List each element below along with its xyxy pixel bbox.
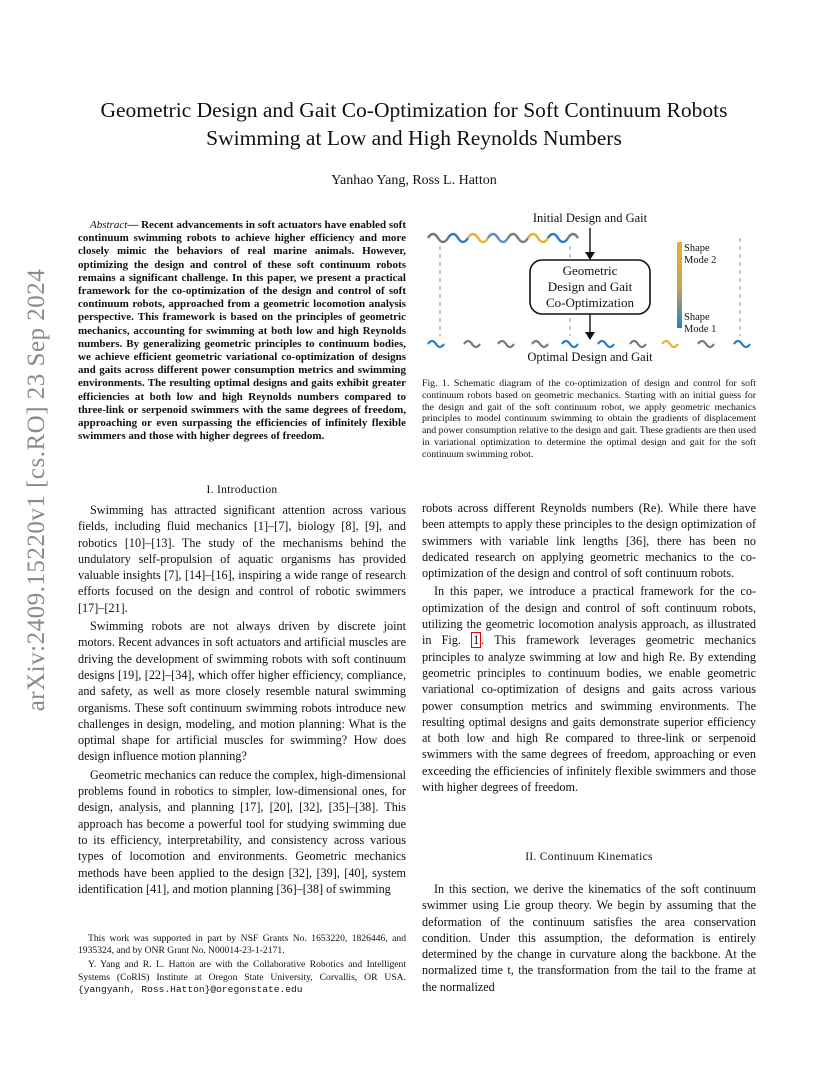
optimal-wave-1	[428, 341, 444, 347]
right-paragraph-2-start: In this paper, we introduce a practical framework for the co-optimization of the design and control of soft continuum robots, utilizing the geometric locomotion analysis approach, as illustrated in Fig.	[422, 584, 756, 648]
legend-mode2-line2: Mode 2	[684, 255, 717, 266]
paper-title	[70, 96, 758, 152]
initial-wave-segment-4	[488, 234, 508, 242]
figure-bottom-label: Optimal Design and Gait	[527, 350, 653, 364]
initial-wave-segment-5	[508, 234, 528, 242]
arxiv-stamp-text: arXiv:2409.15220v1 [cs.RO] 23 Sep 2024	[23, 268, 50, 712]
legend-mode1-line1: Shape	[684, 312, 710, 323]
initial-wave-segment-2	[448, 234, 468, 242]
section-1-paragraph-2: Swimming robots are not always driven by discrete joint motors. Recent advances in soft actuators and artificial muscles are driving the development of swimming robots with soft continuum designs [19], [22]–[34], which offer higher efficiency, compliance, and safety, as well as more closely resemble natural swimming organisms. These soft continuum swimming robots introduce new challenges in design, modeling, and motion planning: What is the optimal shape for artificial muscles for swimming? How does design influence motion planning?	[78, 619, 406, 764]
paper-authors: Yanhao Yang, Ross L. Hatton	[331, 173, 497, 188]
optimal-wave-4	[532, 341, 548, 347]
initial-wave-segment-3	[468, 234, 488, 242]
right-column-body	[422, 500, 756, 797]
right-paragraph-2	[422, 583, 756, 795]
optimal-wave-7	[630, 341, 646, 347]
figure-top-label: Initial Design and Gait	[532, 211, 648, 225]
section-1-paragraph-3: Geometric mechanics can reduce the complex, high-dimensional problems found in robotics to simpler, low-dimensional ones, for design, analysis, and planning [17], [20], [32], [35]–[38]. This approach has become a powerful tool for studying swimming due to its efficiency, interpretability, and consistency across various types of locomotion and environments. Geometric mechanics methods have been applied to the design [32], [39], [40], system identification [41], and motion planning [36]–[38] of swimming	[78, 767, 406, 896]
footnote-affiliation	[78, 959, 406, 996]
footnote-affiliation-text: Y. Yang and R. L. Hatton are with the Collaborative Robotics and Intelligent Systems (CoRIS) Institute at Oregon State University, Corvallis, OR USA.	[78, 959, 406, 983]
initial-wave-segment-1	[428, 234, 448, 242]
figure-1-diagram	[422, 208, 760, 368]
title-line-1: Geometric Design and Gait Co-Optimization for Soft Continuum Robots	[100, 98, 728, 122]
initial-wave-segment-6	[528, 234, 548, 242]
abstract-label: Abstract	[90, 219, 128, 231]
arrowhead-top	[585, 252, 595, 260]
legend-mode2-line1: Shape	[684, 243, 710, 254]
section-2-heading: II. Continuum Kinematics	[525, 851, 653, 863]
optimal-wave-8	[662, 341, 678, 347]
section-1-paragraph-1: Swimming has attracted significant attention across various fields, including fluid mechanics [1]–[7], biology [8], [9], and robotics [10]–[13]. The study of the mechanisms behind the undulatory self-propulsion of aquatic organisms has provided valuable insights [7], [14]–[16], inspiring a wide range of research efforts focused on the design and control of robotic swimmers [17]–[21].	[78, 503, 406, 615]
right-paragraph-1: robots across different Reynolds numbers (Re). While there have been attempts to apply these principles to the design optimization of swimmers with variable link lengths [36], there has been no dedicated research on applying geometric mechanics to the co-optimization of the design and control of soft continuum robots.	[422, 501, 756, 581]
footnote-email: {yangyanh, Ross.Hatton}@oregonstate.edu	[78, 983, 303, 995]
footnote-funding: This work was supported in part by NSF Grants No. 1653220, 1826446, and 1935324, and by ONR Grant No. N00014-23-1-2171.	[78, 933, 406, 957]
section-2-paragraph-1: In this section, we derive the kinematics of the soft continuum swimmer using Lie group theory. We begin by assuming that the deformation of the continuum satisfies the area conservation condition. Under this assumption, the deformation is entirely determined by the change in curvature along the backbone. At the normalized time t, the transformation from the tail to the frame at the normalized	[422, 882, 756, 994]
figure-1-caption: Fig. 1. Schematic diagram of the co-optimization of design and control for soft continuum robots based on geometric mechanics. Starting with an initial guess for the design and gait of the soft continuum robot, we apply geometric mechanics principles to model continuum swimming to obtain the gradients of displacement and power consumption relative to the design and gait. These gradients are then used in variational optimization to determine the optimal design and gait for the soft continuum swimming robot.	[422, 378, 756, 460]
figure-1-link[interactable]: 1	[473, 633, 480, 648]
initial-wave-segment-8	[568, 234, 578, 238]
optimal-wave-3	[498, 341, 514, 347]
right-paragraph-2-end: . This framework leverages geometric mechanics principles to analyze swimming at low and high Re. By extending geometric principles to continuum bodies, we enable geometric variational co-optimization of designs and gaits across various power consumption metrics and swimming environments. The resulting optimal designs and gaits demonstrate superior efficiency at both low and high Re compared to three-link or serpenoid swimmers with the same degrees of freedom, approaching or even exceeding the efficiencies of infinitely flexible swimmers and those with higher degrees of freedom.	[422, 633, 756, 795]
box-line-2: Design and Gait	[547, 279, 633, 294]
optimal-wave-5	[562, 341, 578, 347]
section-1-heading: I. Introduction	[206, 484, 278, 496]
title-line-2: Swimming at Low and High Reynolds Numbers	[206, 126, 622, 150]
optimal-wave-2	[464, 341, 480, 347]
optimal-wave-9	[698, 341, 714, 347]
legend-mode1-line2: Mode 1	[684, 324, 717, 335]
arxiv-stamp	[22, 268, 52, 712]
initial-wave-segment-7	[548, 234, 568, 242]
optimal-wave-10	[734, 341, 750, 347]
box-line-3: Co-Optimization	[545, 295, 635, 310]
optimal-waves	[428, 341, 750, 347]
section-1-body	[78, 502, 406, 899]
arrowhead-bottom	[585, 332, 595, 340]
box-line-1: Geometric	[562, 263, 618, 278]
section-2-body	[422, 881, 756, 997]
optimal-wave-6	[598, 341, 614, 347]
abstract	[78, 219, 406, 443]
abstract-text: — Recent advancements in soft actuators have enabled soft continuum swimming robots to achieve higher efficiency and more closely mimic the behaviors of real marine animals. However, optimizing the design and control of these soft continuum robots remains a significant challenge. In this paper, we present a practical framework for the co-optimization of the design and control of soft continuum robots, approached from a geometric locomotion analysis perspective. This framework is based on the principles of geometric mechanics, accounting for swimming at both low and high Reynolds numbers. By generalizing geometric principles to continuum bodies, we achieve efficient geometric variational co-optimization of designs and gaits across different power consumption metrics and swimming environments. The resulting optimal designs and gaits exhibit greater efficiencies at both low and high Reynolds numbers compared to three-link or serpenoid swimmers with the same degrees of freedom, approaching or even surpassing the efficiencies of infinitely flexible swimmers and those with higher degrees of freedom.	[78, 219, 406, 443]
shape-mode-gradient-bar	[677, 242, 682, 328]
footnotes	[78, 933, 406, 998]
